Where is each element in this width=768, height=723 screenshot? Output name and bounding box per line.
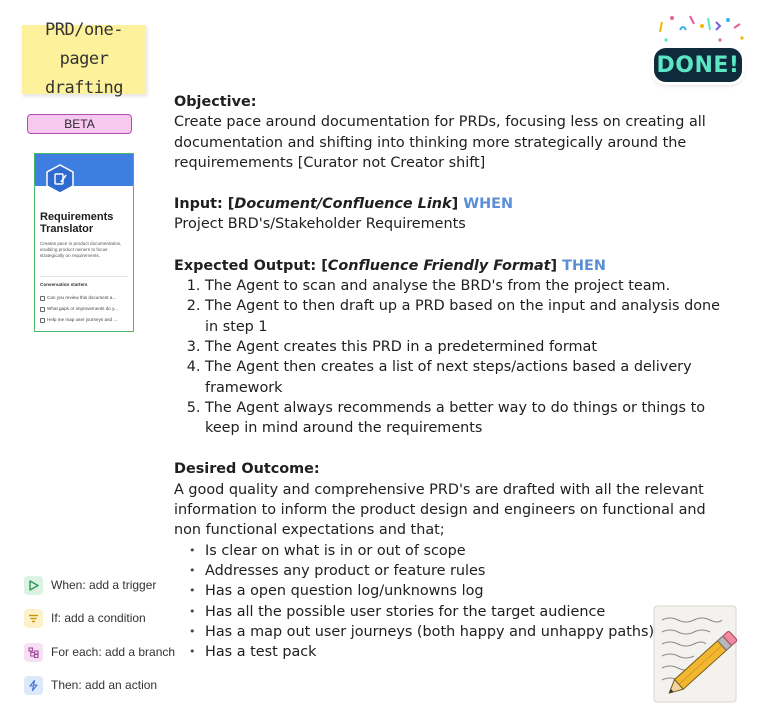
condition-label: If: add a condition — [51, 611, 146, 625]
chat-icon — [40, 307, 45, 312]
expected-output-steps — [174, 276, 734, 438]
conversation-starter[interactable]: Can you review this document a... — [40, 294, 130, 302]
desired-outcome-line: A good quality and comprehensive PRD's are drafted with all the relevant — [174, 481, 704, 498]
add-action-button[interactable] — [24, 674, 184, 696]
step-item: 5. The Agent always recommends a better way to do things or things to keep in mind around the requirements — [205, 398, 734, 439]
bullet-item: • Has a map out user journeys (both happy and unhappy paths) — [205, 622, 734, 642]
agent-card-title: Requirements Translator — [40, 211, 114, 235]
branch-label: For each: add a branch — [51, 645, 176, 659]
action-label: Then: add an action — [51, 678, 158, 692]
done-badge — [654, 48, 742, 82]
sticky-note-line-2: pager drafting — [45, 49, 123, 98]
sticky-note-line-1: PRD/one- — [45, 20, 123, 40]
pencil-paper-sticker[interactable] — [652, 604, 740, 708]
input-line: Project BRD's/Stakeholder Requirements — [174, 216, 466, 233]
lightning-icon — [24, 676, 43, 695]
objective-heading: Objective: — [174, 94, 257, 110]
bullet-item: • Addresses any product or feature rules — [205, 561, 734, 581]
add-trigger-button[interactable] — [24, 574, 184, 596]
add-condition-button[interactable] — [24, 607, 184, 629]
play-icon — [24, 576, 43, 595]
sticky-note-title[interactable] — [22, 20, 146, 98]
objective-line: requiremements [Curator not Creator shift] — [174, 154, 486, 171]
agent-hexagon-icon — [46, 164, 74, 194]
done-text: DONE! — [656, 52, 740, 78]
input-heading: Input: [Document/Confluence Link] WHEN — [174, 196, 513, 213]
chat-icon — [40, 318, 45, 323]
step-item: 2. The Agent to then draft up a PRD based on the input and analysis done in step 1 — [205, 296, 734, 337]
output-format: Confluence Friendly Format — [327, 257, 551, 274]
expected-output-heading: Expected Output: [Confluence Friendly Format] THEN — [174, 257, 606, 274]
add-branch-button[interactable] — [24, 641, 184, 663]
input-format: Document/Confluence Link — [234, 196, 452, 213]
done-sticker[interactable] — [650, 12, 750, 88]
desired-outcome-bullets — [174, 541, 734, 663]
then-keyword: THEN — [562, 257, 606, 274]
when-keyword: WHEN — [463, 196, 513, 213]
conversation-starter[interactable]: What gaps or improvements do y... — [40, 305, 130, 313]
chat-icon — [40, 296, 45, 301]
step-item: 4. The Agent then creates a list of next steps/actions based a delivery framework — [205, 357, 734, 398]
paper-icon — [654, 606, 736, 702]
agent-card-description: Creates pace in product documentation, enabling product owners to focus strategically on requirements. — [40, 241, 122, 258]
confetti-icon — [650, 12, 750, 48]
agent-card[interactable] — [34, 153, 134, 332]
desired-outcome-line: information to inform the product design and engineers on functional and — [174, 502, 706, 519]
conversation-starters-label: Conversation starters — [40, 282, 88, 287]
desired-outcome-heading: Desired Outcome: — [174, 461, 320, 478]
trigger-label: When: add a trigger — [51, 578, 157, 592]
branch-icon — [24, 643, 43, 662]
filter-icon — [24, 609, 43, 628]
bullet-item: • Is clear on what is in or out of scope — [205, 541, 734, 561]
conversation-starter[interactable]: Help me map user journeys and ... — [40, 316, 130, 324]
bullet-item: • Has a open question log/unknowns log — [205, 581, 734, 601]
objective-line: documentation and shifting into thinking more strategically around the — [174, 134, 687, 151]
beta-badge[interactable]: BETA — [27, 114, 132, 134]
prd-content[interactable] — [174, 92, 734, 662]
step-item: 1. The Agent to scan and analyse the BRD's from the project team. — [205, 276, 734, 296]
agent-card-divider — [40, 276, 128, 277]
bullet-item: • Has all the possible user stories for the target audience — [205, 602, 734, 622]
desired-outcome-line: non functional expectations and that; — [174, 522, 445, 539]
step-item: 3. The Agent creates this PRD in a predetermined format — [205, 337, 734, 357]
bullet-item: • Has a test pack — [205, 642, 734, 662]
objective-line: Create pace around documentation for PRDs, focusing less on creating all — [174, 114, 706, 131]
